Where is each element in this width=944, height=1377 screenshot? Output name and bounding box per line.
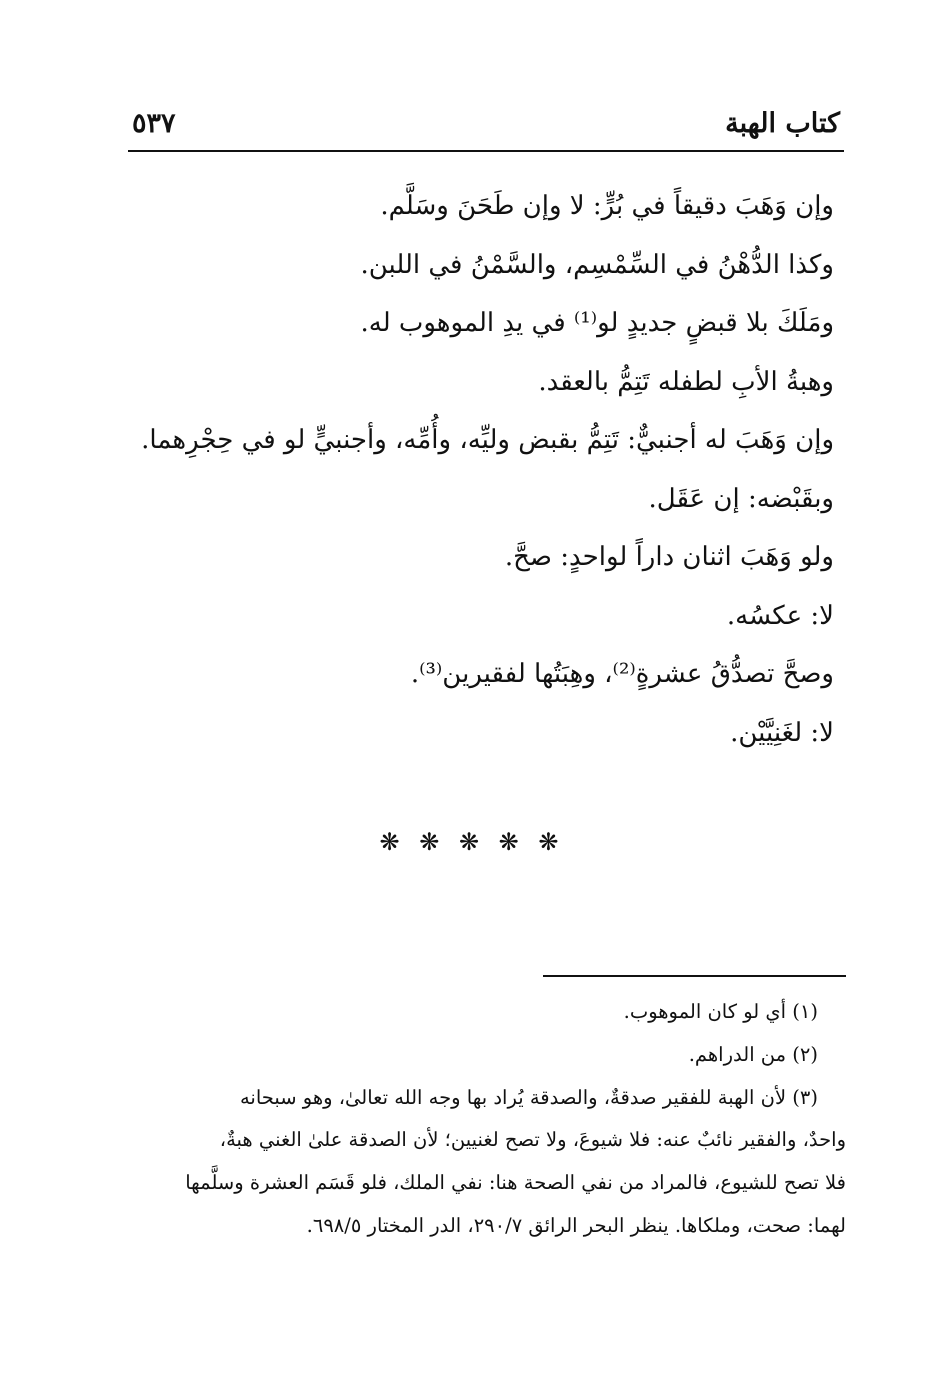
footnote-line: فلا تصح للشيوع، فالمراد من نفي الصحة هنا: نفي الملك، فلو قَسَم العشرة وسلَّمها <box>185 1171 846 1195</box>
text-line: وإن وَهَبَ دقيقاً في بُرٍّ: لا وإن طَحَنَ وسَلَّم. <box>380 191 834 221</box>
text-line: وكذا الدُّهْنُ في السِّمْسِم، والسَّمْنُ في اللبن. <box>360 249 834 280</box>
text-line: لا: عكسُه. <box>726 600 834 631</box>
footnote-line: (٢) من الدراهم. <box>688 1042 818 1066</box>
section-divider-ornament: ❋ ❋ ❋ ❋ ❋ <box>379 828 565 856</box>
main-text <box>114 180 834 765</box>
footnote-separator <box>543 975 846 977</box>
text-line: ومَلَكَ بلا قبضٍ جديدٍ لو⁽¹⁾ في يدِ الموهوب له. <box>360 308 834 338</box>
footnote-line: (١) أي لو كان الموهوب. <box>623 1000 818 1023</box>
page-number: ٥٣٧ <box>132 108 176 139</box>
text-line: وبقَبْضه: إن عَقَل. <box>648 483 834 514</box>
footnotes <box>134 992 846 1249</box>
text-line: وهبةُ الأبِ لطفله تَتِمُّ بالعقد. <box>538 366 834 397</box>
footnote-line: لهما: صحت، وملكاها. ينظر البحر الرائق ٢٩٠/٧، الدر المختار ٦٩٨/٥. <box>306 1213 846 1237</box>
chapter-title: كتاب الهبة <box>725 108 840 139</box>
text-line: وإن وَهَبَ له أجنبيٌّ: تَتِمُّ بقبض وليِّه، وأُمِّه، وأجنبيٍّ لو في حِجْرِهما. <box>141 425 834 455</box>
footnote-line: (٣) لأن الهبة للفقير صدقةٌ، والصدقة يُراد بها وجه الله تعالىٰ، وهو سبحانه <box>239 1085 818 1109</box>
footnote-line: واحدٌ، والفقير نائبٌ عنه: فلا شيوعَ، ولا تصح لغنيين؛ لأن الصدقة علىٰ الغني هبةٌ، <box>219 1128 846 1152</box>
text-line: ولو وَهَبَ اثنان داراً لواحدٍ: صحَّ. <box>504 542 834 572</box>
page-header <box>128 100 844 152</box>
text-line: وصحَّ تصدُّقُ عشرةٍ⁽²⁾، وهِبَتُها لفقيرين⁽³⁾. <box>410 659 834 689</box>
text-line: لا: لغَنِيَّيْن. <box>730 717 834 748</box>
